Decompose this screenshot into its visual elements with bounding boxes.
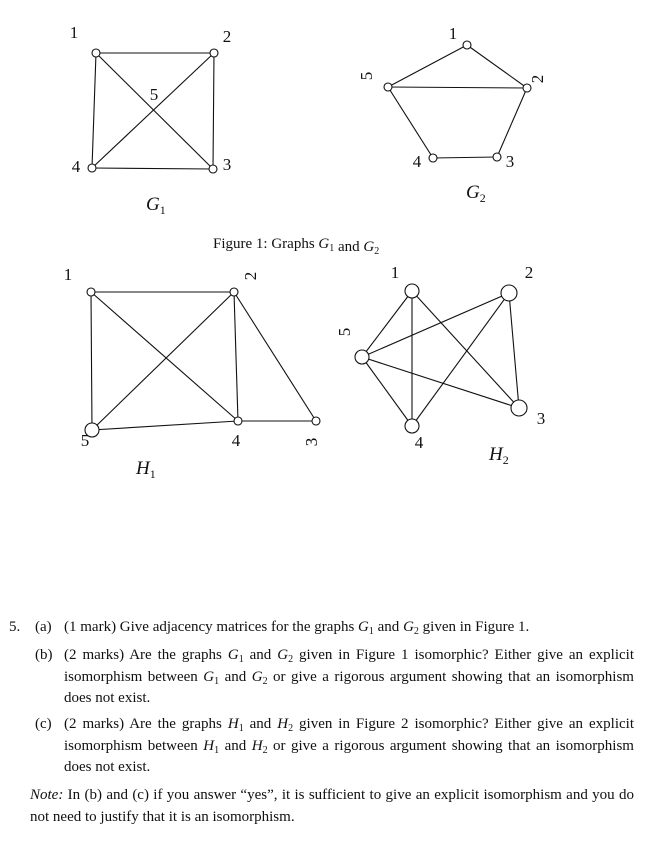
vertex-label-g2-4: 4 [412,152,422,171]
edge-h1-2-4 [234,292,238,421]
vertex-label-h2-2: 2 [524,263,534,282]
vertex-label-h2-1: 1 [390,263,400,282]
vertex-g2-5 [384,83,392,91]
edge-g1-4-1 [92,53,96,168]
vertex-label-h1-2: 2 [241,271,260,281]
vertex-label-g2-2: 2 [528,74,547,84]
edge-h2-4-2 [412,293,509,426]
question-number: 5. [9,619,21,635]
vertex-label-h1-3: 3 [302,437,321,447]
vertex-h2-4 [405,419,419,433]
vertex-g2-4 [429,154,437,162]
vertex-g1-3 [209,165,217,173]
edge-h2-5-4 [362,357,412,426]
part-c-text: (2 marks) Are the graphs $H_1$ and $H_2$ given in Figure 2 isomorphic? Either give an explicit isomorphism between $H_1$ and $H_2$ or give a rigorous argument showing that an isomorphism does not exist. [64,716,634,775]
note-text: In (b) and (c) if you answer “yes”, it is sufficient to give an explicit isomorphism and you do not need to justify that it is an isomorphism. [30,787,635,825]
graph-g1 [70,23,232,217]
edge-h2-1-5 [362,291,412,357]
edge-g2-5-4 [388,87,433,158]
vertex-g2-3 [493,153,501,161]
vertex-label-h1-1: 1 [63,265,73,284]
part-a-label: (a) [35,619,52,635]
vertex-label-g1-3: 3 [222,155,232,174]
edge-g1-3-4 [92,168,213,169]
vertex-label-g2-3: 3 [505,152,515,171]
vertex-g1-4 [88,164,96,172]
graph-name-h2: $H_2$ [489,444,509,467]
edge-g2-3-2 [497,88,527,157]
edge-g2-5-2 [388,87,527,88]
vertex-h1-3 [312,417,320,425]
edge-g1-2-3 [213,53,214,169]
edge-h1-5-4 [92,421,238,430]
edge-g2-1-5 [388,45,467,87]
part-b-label: (b) [35,647,53,663]
vertex-label-g1-4: 4 [71,157,81,176]
vertex-label-h2-4: 4 [414,433,424,452]
note [30,785,634,828]
vertex-label-h1-4: 4 [231,431,241,450]
vertex-h2-5 [355,350,369,364]
edge-g1-4-2 [92,53,214,168]
vertex-label-h2-3: 3 [536,409,546,428]
edge-h1-1-4 [91,292,238,421]
vertex-h1-1 [87,288,95,296]
vertex-label-g1-2: 2 [222,27,232,46]
vertex-label-g2-1: 1 [448,24,458,43]
edge-h1-1-5 [91,292,92,430]
edge-h1-2-5 [92,292,234,430]
edge-h1-2-3 [234,292,316,421]
note-label: Note: [30,787,64,803]
edge-g2-4-3 [433,157,497,158]
part-c-label: (c) [35,716,52,732]
vertex-label-g1-1: 1 [69,23,79,42]
vertex-h1-4 [234,417,242,425]
edge-g2-1-2 [467,45,527,88]
graph-name-h1: $H_1$ [136,458,156,481]
vertex-label-h1-5: 5 [80,431,90,450]
vertex-label-h2-5: 5 [335,327,354,337]
part-b-text: (2 marks) Are the graphs $G_1$ and $G_2$ given in Figure 1 isomorphic? Either give an explicit isomorphism between $G_1$ and $G_2$ or give a rigorous argument showing that an isomorphism does not exist. [64,647,634,706]
vertex-h2-2 [501,285,517,301]
graph-g2 [357,24,547,205]
vertex-g1-2 [210,49,218,57]
vertex-g2-2 [523,84,531,92]
vertex-label-g1-5: 5 [149,85,159,104]
part-a-text: (1 mark) Give adjacency matrices for the graphs $G_1$ and $G_2$ given in Figure 1. [64,619,530,637]
vertex-g1-1 [92,49,100,57]
vertex-g2-1 [463,41,471,49]
vertex-h2-1 [405,284,419,298]
graph-name-g1: $G_1$ [146,194,166,217]
vertex-h2-3 [511,400,527,416]
graph-h1 [64,265,321,481]
edge-h2-2-3 [509,293,519,408]
graph-name-g2: $G_2$ [466,182,486,205]
graph-h2 [335,263,545,467]
edge-h2-2-5 [362,293,509,357]
vertex-label-g2-5: 5 [357,71,376,81]
vertex-h1-2 [230,288,238,296]
figure-caption: Figure 1: Graphs $G_1$ and $G_2$ [213,236,380,257]
